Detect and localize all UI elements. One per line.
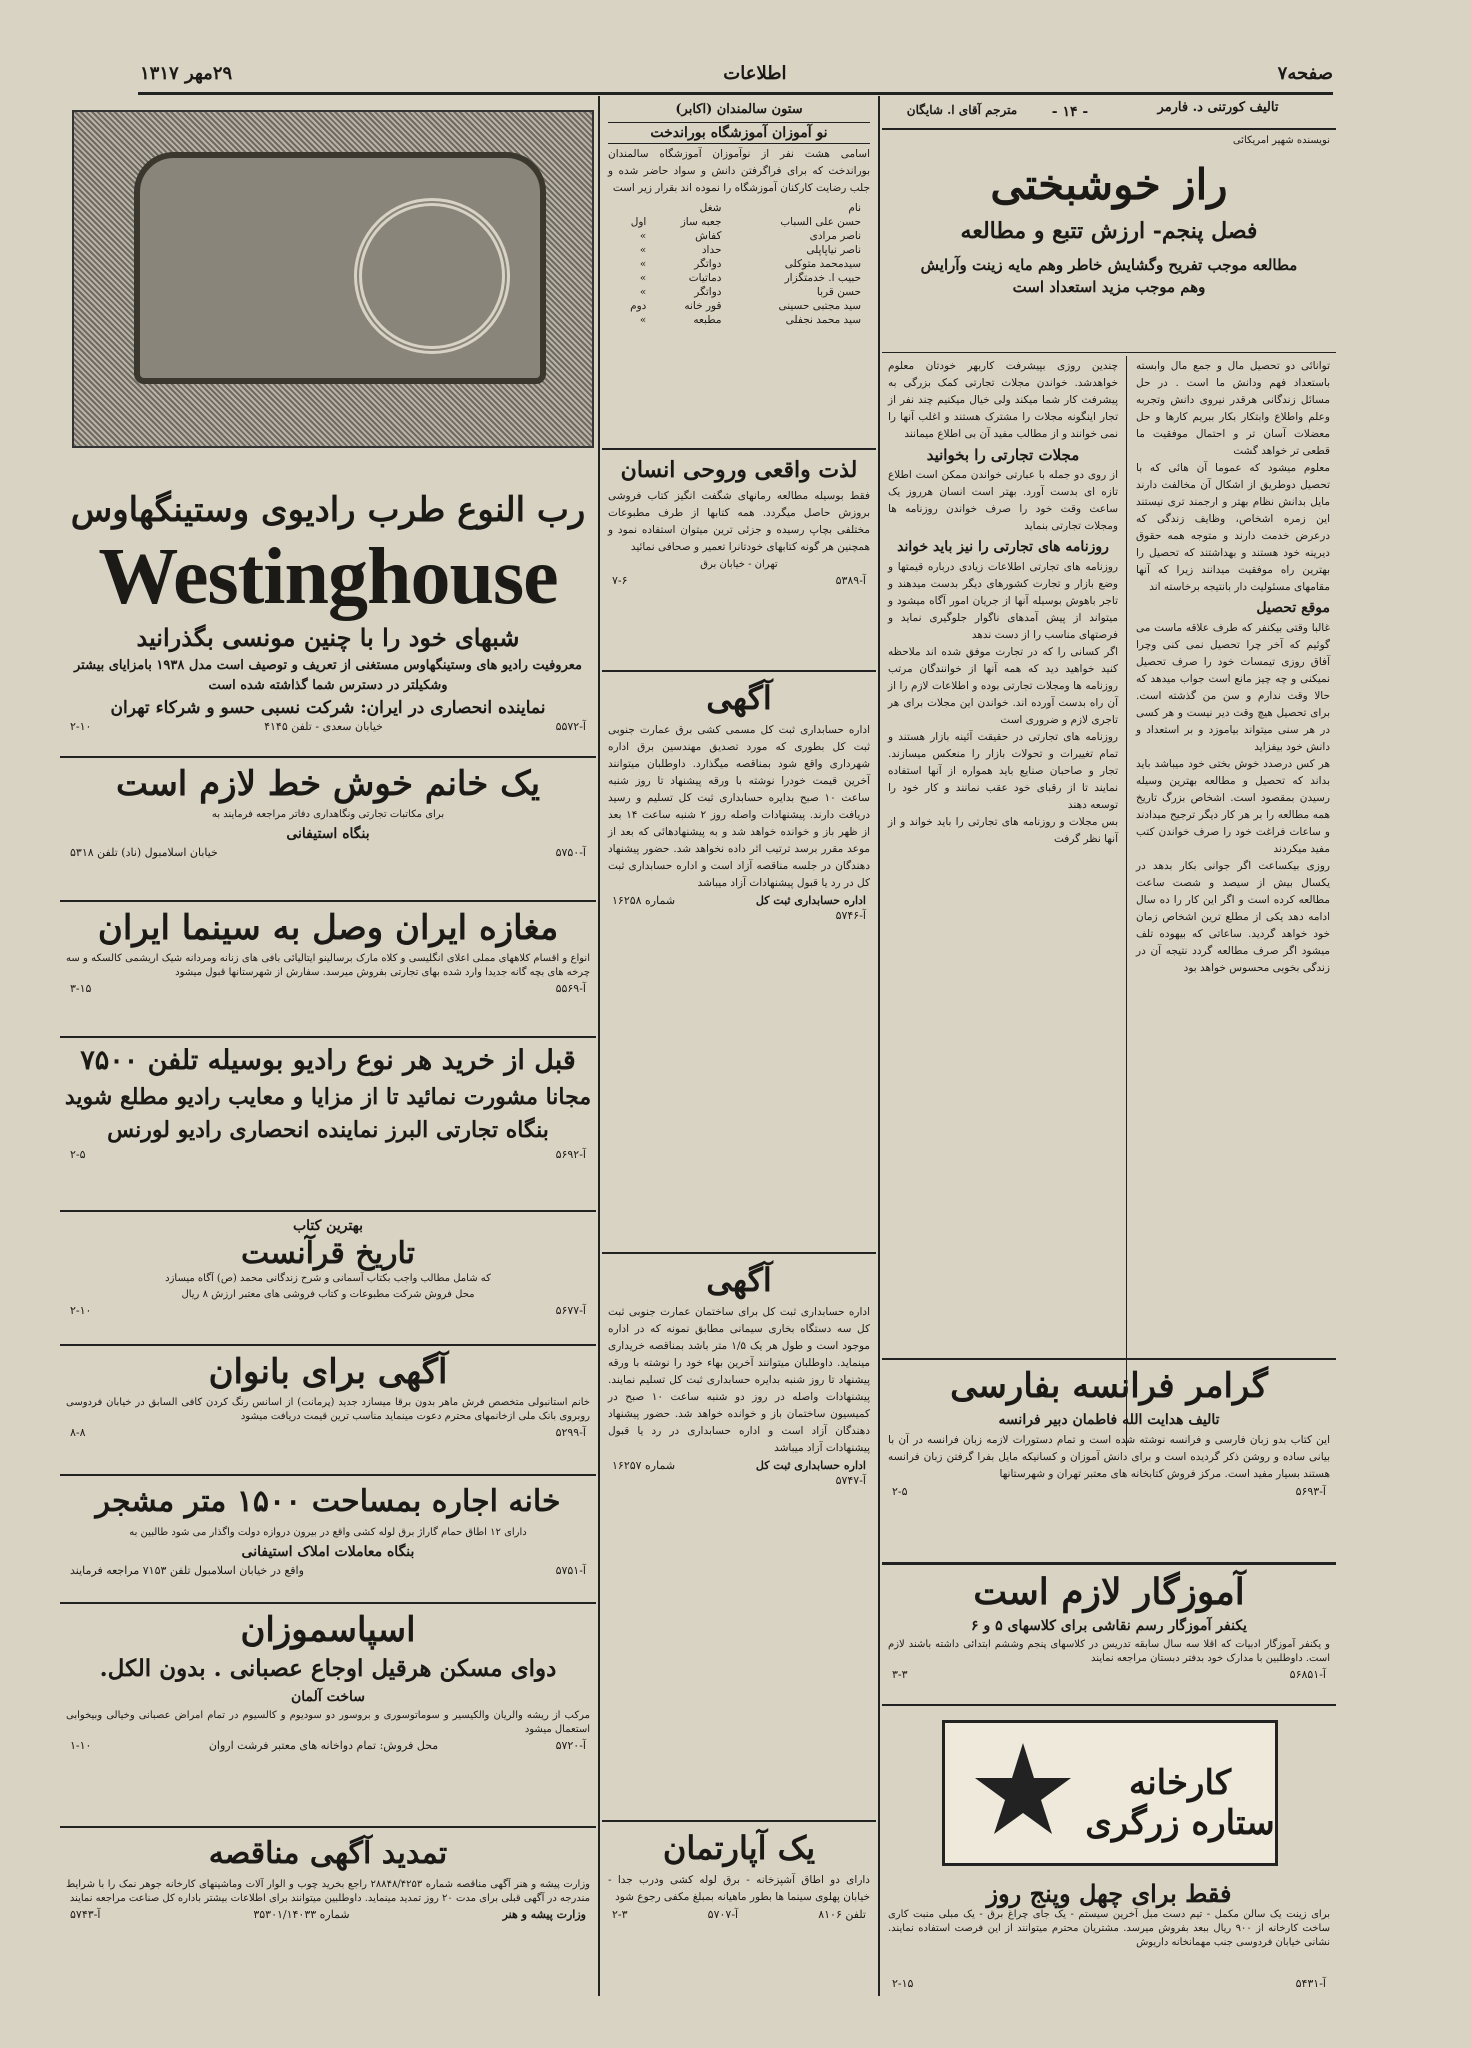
article-title: راز خوشبختی <box>990 160 1228 209</box>
logo-text: کارخانه ستاره زرگری <box>1085 1763 1275 1843</box>
teacher-line: یکنفر آموزگار رسم نقاشی برای کلاسهای ۵ و ۶ <box>971 1618 1247 1634</box>
apartment-ad <box>602 1824 876 1994</box>
tender-office: اداره حسابداری ثبت کل <box>755 1459 866 1472</box>
magazines-heading: مجلات تجارتی را بخوانید <box>926 446 1080 464</box>
newspaper-name: اطلاعات <box>723 62 787 84</box>
translator-line <box>882 98 1042 128</box>
ad-number: ۳-۳ <box>892 1668 908 1681</box>
student-job: کفاش <box>695 230 722 242</box>
ad-ref: آ-۵۵۶۹ <box>555 982 586 995</box>
student-rank: » <box>639 314 647 326</box>
student-rank <box>613 201 650 215</box>
ad-footer <box>70 1304 586 1317</box>
iran-shop-ad <box>60 904 596 1038</box>
article-paragraph: غالبا وقتی بیکنفر که طرف علاقه ماست می گوئیم که آخر چرا تحصیل نمی کنی وچرا آفاق روزی تیمسات خود را صرف تحصیل نمیکنی و چه چیز مانع است جواب میدهد که حالا وقت ندارم و سن من گذشته است. برای تحصیل هیچ وقت دیر نیست و هر کسی در هر سنی میتواند بیاموزد و بر استعداد و دانش خود بیفزاید <box>1136 622 1330 753</box>
article-subheading: موقع تحصیل <box>1256 600 1330 616</box>
student-job: مطبعه <box>693 314 722 326</box>
teacher-title: آموزگار لازم است <box>973 1571 1245 1613</box>
student-row <box>613 299 865 313</box>
westinghouse-address: خیابان سعدی - تلفن ۴۱۴۵ <box>264 720 383 733</box>
tender-ad-2 <box>602 1256 876 1816</box>
tender-text: اداره حسابداری ثبت کل برای ساختمان عمارت جنوبی ثبت کل سه دستگاه بخاری سیمانی مطابق نمونه که در اداره موجود است و طول هر یک ۱/۵ متر باشد بمناقصه خریداری مینماید. داوطلبان میتوانند آخرین بهاء خود را نوشته با ورقه پیشنهاد تا روز شنبه بدایره حسابداری ثبت کل تسلیم نمایند. پیشنهادات واصله در روز دو شنبه ساعت ۱۰ صبح در کمیسیون ساختمان باز و خوانده خواهد شد. حضور پیشنهاد دهندگان آزاد است و اداره حسابداری در رد یا قبول پیشنهادات آزاد میباشد <box>608 1306 870 1454</box>
student-job: شغل <box>699 202 722 214</box>
setareh-text: برای زینت یک سالن مکمل - تیم دست مبل آخرین سیستم - یک جای چراغ برق - یک مبلی منبت کاری ساخت کارخانه از ۹۰۰ ریال ببعد بفروش میرسد. مشتریان محترم میتوانند از این فرصت استفاده نمایند. نشانی خیابان فردوسی جنب مهمانخانه داریوش <box>888 1909 1330 1948</box>
student-row <box>613 285 865 299</box>
ad-ref: آ-۵۷۲۰ <box>555 1739 586 1752</box>
tender-number: شماره ۱۶۲۵۸ <box>612 894 676 907</box>
translator: مترجم آقای ا. شایگان <box>906 103 1018 117</box>
radio-cabinet-image <box>134 152 546 384</box>
article-title-block <box>882 132 1336 352</box>
ad-footer <box>70 1148 586 1161</box>
article-paragraph: روزنامه های تجارتی اطلاعات زیادی درباره قیمتها و وضع بازار و تجارت کشورهای دیگر بدست میدهند و تاجر باهوش بوسیله آنها از جریان امور آگاه میشود و میتواند از پیش آمدهای ناگوار جلوگیری نماید و فرصتهای مناسب را از دست ندهد <box>888 561 1118 641</box>
ad-footer <box>612 894 866 907</box>
radio-advice-agent: بنگاه تجارتی البرز نماینده انحصاری رادیو لورنس <box>107 1117 549 1143</box>
ad-ref: آ-۵۲۹۹ <box>555 1426 586 1439</box>
ladies-ad <box>60 1348 596 1476</box>
calligrapher-ad <box>60 760 596 902</box>
ad-footer <box>892 1485 1326 1498</box>
lezzat-ad <box>602 452 876 668</box>
student-job: دماتیات <box>688 272 722 284</box>
ad-footer <box>892 1977 1326 1990</box>
ad-footer <box>70 720 586 733</box>
school-intro: اسامی هشت نفر از نوآموزان آموزشگاه سالمندان بوراندخت که برای فراگرفتن دانش و سواد حاضر شده و جلب رضایت کارکنان آموزشگاه را نموده اند بقرار زیر است <box>608 148 870 194</box>
column-title: ستون سالمندان (اکابر) <box>675 102 803 117</box>
article-chapter: فصل پنجم- ارزش تتبع و مطالعه <box>960 218 1258 244</box>
ad-heading: آگهی <box>706 679 772 717</box>
calligrapher-firm: بنگاه استیفانی <box>286 826 370 842</box>
radio-advice-line: مجانا مشورت نمائید تا از مزایا و معایب رادیو مطلع شوید <box>64 1084 592 1110</box>
ad-number: ۳-۱۵ <box>70 982 92 995</box>
elders-column <box>602 98 876 448</box>
column-divider <box>878 96 880 1576</box>
ad-footer <box>612 1474 866 1487</box>
student-rank: » <box>639 230 647 242</box>
article-paragraph: چندین روزی بپیشرفت کاربهر خودتان معلوم خواهدشد. خواندن مجلات تجارتی کمک بزرگی به پیشرفت کار شما میکند ولی خیال میکنیم چند نفر از تجار اینگونه مجلات را مشترک هستند و اغلب آنها را نمی خوانند و از مطالب مفید آن بی اطلاع میمانند <box>888 360 1118 440</box>
westinghouse-ad <box>60 486 596 758</box>
ad-ref: آ-۵۳۸۹ <box>835 574 866 587</box>
ad-footer <box>70 1739 586 1752</box>
book-title: تاریخ قرآنست <box>241 1236 415 1271</box>
spasmosan-ad <box>60 1606 596 1828</box>
ad-footer <box>612 1908 866 1921</box>
ladies-title: آگهی برای بانوان <box>208 1352 448 1392</box>
ad-footer <box>70 1908 586 1921</box>
house-title: خانه اجاره بمساحت ۱۵۰۰ متر مشجر <box>95 1484 561 1519</box>
student-row <box>613 215 865 229</box>
tender-ext-text: وزارت پیشه و هنر آگهی مناقصه شماره ۲۸۸۴۸/۴۲۵۳ راجع بخرید چوب و الوار آلات وماشینهای کارخانه جوهر نمک را با شرایط مندرجه در آگهی قبلی برای مدت ۲۰ روز تمدید مینماید. داوطلبین میتوانند برای اطلاعات بیشتر باداره کل صناعت مراجعه نمایند <box>66 1879 590 1904</box>
apartment-title: یک آپارتمان <box>662 1829 816 1867</box>
student-name: سید محمد نجفلی <box>785 314 862 326</box>
student-name: سیدمحمد متوکلی <box>784 258 862 270</box>
tender-extension-ad <box>60 1830 596 2000</box>
article-paragraph: از روی دو جمله با عبارتی خواندن ممکن است اطلاع تازه ای بدست آورد. بهتر است انسان هرروز یک ساعت وقت خود را صرف خواندن روزنامه ها ومجلات تجارتی بنماید <box>888 469 1118 532</box>
article-paragraph: هر کس درصدد خوش بختی خود میباشد باید بداند که تحصیل و مطالعه بهترین وسیله رسیدن بمقصود است. اشخاص بزرگ تاریخ همه مطالعه را بر هر کار دیگر ترجیح میدادند و ساعات فراغت خود را صرف خواندن کتب مفید میکردند <box>1136 758 1330 855</box>
calligrapher-text: برای مکاتبات تجارتی ونگاهداری دفاتر مراجعه فرمایند به <box>211 809 445 820</box>
section-rule <box>602 1820 876 1822</box>
quran-history-ad <box>60 1214 596 1346</box>
student-name: سید مجتبی حسینی <box>778 300 862 312</box>
lezzat-text: فقط بوسیله مطالعه رمانهای شگفت انگیز کتاب فروشی بروزش حاصل میگردد. همه کتابها از طرف مطبوعات مختلفی بچاپ رسیده و جزئی ترین میتوان استفاده نمود و همچنین هر گونه کتابهای خودتانرا تعمیر و صحافی نمائید <box>608 490 870 553</box>
grammar-ad <box>882 1362 1336 1558</box>
article-column-right <box>1130 358 1336 1448</box>
calligrapher-title: یک خانم خوش خط لازم است <box>115 764 541 804</box>
westinghouse-agent: نماینده انحصاری در ایران: شرکت نسبی حسو و شرکاء تهران <box>110 698 546 718</box>
student-name: حسن علی السباب <box>780 216 862 228</box>
ad-ref: آ-۵۴۳۱ <box>1295 1977 1326 1990</box>
calligrapher-address: خیابان اسلامبول (ناد) تلفن ۵۳۱۸ <box>70 846 218 859</box>
tender-office: اداره حسابداری ثبت کل <box>755 894 866 907</box>
tender-ext-number: شماره ۳۵۳۰۱/۱۴۰۳۳ <box>253 1908 350 1921</box>
section-rule <box>602 670 876 672</box>
tender-ad-1 <box>602 674 876 1250</box>
iran-shop-title: مغازه ایران وصل به سینما ایران <box>97 908 559 948</box>
spasmosan-made: ساخت آلمان <box>290 1689 366 1705</box>
title-rule <box>882 352 1336 353</box>
student-rank: اول <box>630 216 647 228</box>
teacher-ad <box>882 1568 1336 1698</box>
header-rule <box>138 92 1333 95</box>
serial-no: - ۱۴ - <box>1051 104 1089 120</box>
student-rank: » <box>639 244 647 256</box>
ad-ref: آ-۵۷۵۱ <box>555 1564 586 1577</box>
section-rule <box>882 1358 1336 1360</box>
serial-number <box>1040 100 1100 126</box>
ad-number: ۲-۵ <box>70 1148 86 1161</box>
student-name: ناصر نیاپاپلی <box>806 244 862 256</box>
student-name: ناصر مرادی <box>809 230 862 242</box>
student-row <box>613 243 865 257</box>
newspapers-subheading: روزنامه های تجارتی را نیز باید خواند <box>897 539 1109 555</box>
apartment-text: دارای دو اطاق آشپزخانه - برق لوله کشی ودرب جدا - خیابان پهلوی سینما ها بطور ماهیانه بمبلغ مکفی رجوع شود <box>608 1874 870 1903</box>
spasmosan-title: اسپاسموزان <box>240 1610 416 1650</box>
ladies-text: خانم استانبولی متخصص فرش ماهر بدون برقا میسازد جدید (پرمانت) از اسانس رنگ کردن کافی السابق در خیابان فردوسی روبروی بانک ملی ازخانمهای محترم دعوت مینماید مناسب ترین قیمت دریافت میشود <box>66 1397 590 1422</box>
student-name: نام <box>848 202 862 214</box>
ad-heading: آگهی <box>706 1261 772 1299</box>
student-job: جعبه ساز <box>680 216 722 228</box>
article-paragraph: توانائی دو تحصیل مال و جمع مال وابسته باستعداد فهم ودانش ما است . در حل مسائل زندگانی هرقدر نیروی دانش وتجربه وعلم واطلاع وابتکار بکار ببریم کارها و حل معضلات آسان تر و احتمال موفقیت ما قطعی تر خواهد گشت <box>1136 360 1330 457</box>
radio-advice-ad <box>60 1040 596 1212</box>
student-job: دواتگر <box>694 258 722 270</box>
ad-ref: آ-۵۷۰۷ <box>707 1908 739 1921</box>
ad-footer <box>70 846 586 859</box>
apartment-phone: تلفن ۸۱۰۶ <box>818 1908 866 1921</box>
page-header <box>140 58 1333 88</box>
article-paragraph: معلوم میشود که عموما آن هائی که با تحصیل دوطریق از اشکال آن مخالفت دارند مایل بدانش نظام بهتر و ارجمند تری نیستند این زمره اشخاص، وظایف زندگی که درعرض خدمت دارند و متوجه همه حقوق دیرینه خود هستند و بهداشتند که تحصیل را بهترین راه موفقیت میدانند زیرا که آنها مقامهای مسئولیت دار بانتیجه برخاسته اند <box>1136 462 1330 593</box>
ad-ref: آ-۵۷۴۶ <box>835 909 866 922</box>
ad-number: ۲-۵ <box>892 1485 908 1498</box>
students-table <box>613 201 865 327</box>
section-rule <box>602 448 876 450</box>
setareh-ad <box>882 1710 1336 2000</box>
column-divider <box>598 96 600 1996</box>
ad-ref: آ-۵۶۹۲ <box>555 1148 586 1161</box>
writer-note: نویسنده شهیر امریکائی <box>1232 135 1330 146</box>
setareh-logo <box>942 1720 1278 1866</box>
ad-ref: آ-۵۷۵۰ <box>555 846 586 859</box>
house-text: دارای ۱۲ اطاق حمام گاراژ برق لوله کشی واقع در بیرون دروازه دولت واگذار می شود طالبین به <box>129 1527 527 1538</box>
ad-ref: آ-۵۷۴۳ <box>70 1908 101 1921</box>
ad-number: ۷-۶ <box>612 574 628 587</box>
book-header: بهترین کتاب <box>292 1218 364 1234</box>
ad-number: ۲-۱۰ <box>70 1304 92 1317</box>
article-paragraph: روزی بیکساعت اگر جوانی بکار بدهد در یکسال بیش از سیصد و شصت ساعت مطالعه کرده است و اگر این کار را ده سال ادامه دهد یکی از مطلع ترین اشخاص زمان خود خواهد گردید. ساعاتی که بیهوده تلف میشود اگر صرف مطالعه گردد نتیجه آن در زندگی بخوبی محسوس خواهد بود <box>1136 860 1330 974</box>
tender-ext-office: وزارت پیشه و هنر <box>502 1908 586 1921</box>
lezzat-address: تهران - خیابان برق <box>700 559 778 570</box>
article-column-left <box>882 358 1124 1448</box>
ad-ref: آ-۵۷۴۷ <box>835 1474 866 1487</box>
ad-ref: آ-۵۶۸۵۱ <box>1289 1668 1326 1681</box>
westinghouse-headline: رب النوع طرب رادیوی وستینگهاوس <box>70 490 586 530</box>
westinghouse-text: معروفیت رادیو های وستینگهاوس مستغنی از تعریف و توصیف است مدل ۱۹۳۸ بامزایای بیشتر وشکیلتر در دسترس شما گذاشته شده است <box>74 658 582 693</box>
ad-number: ۸-۸ <box>70 1426 86 1439</box>
house-rent-ad <box>60 1478 596 1604</box>
student-job: دواتگر <box>694 286 722 298</box>
star-icon <box>973 1743 1073 1843</box>
byline-rule <box>882 128 1336 130</box>
westinghouse-brand: Westinghouse <box>98 533 558 621</box>
tender-number: شماره ۱۶۲۵۷ <box>612 1459 676 1472</box>
spasmosan-text: مرکب از ریشه والریان والکیسیر و سوماتوسوری و بروسور دو سودیوم و کالسیوم در تمام امراض عصبانی وخیالی وبیخوابی استعمال میشود <box>66 1710 590 1735</box>
spasmosan-sale: محل فروش: تمام دواخانه های معتبر فرشت اروان <box>208 1739 439 1752</box>
book-sale: محل فروش شرکت مطبوعات و کتاب فروشی های معتبر ارزش ۸ ریال <box>181 1289 475 1300</box>
student-rank: دوم <box>630 300 647 312</box>
grammar-author: تالیف هدایت الله فاطمان دبیر فرانسه <box>998 1412 1220 1428</box>
student-name: حسن قربا <box>816 286 862 298</box>
house-firm: بنگاه معاملات املاک استیفانی <box>241 1544 415 1560</box>
setareh-title: فقط برای چهل وپنج روز <box>986 1879 1232 1908</box>
westinghouse-subtitle: شبهای خود را با چنین مونسی بگذرانید <box>136 623 520 652</box>
tender-text: اداره حسابداری ثبت کل مسمی کشی برق عمارت جنوبی ثبت کل بطوری که مورد تصدیق مهندسین برق اداره شهرداری واقع شود بمناقصه میگذارد. داوطلبان میتوانند آخرین قیمت خودرا نوشته با ورقه پیشنهاد تا روز شنبه ساعت ۱۰ صبح بدایره حسابداری ثبت کل تسلیم و رسید دریافت دارند. پیشنهادات واصله روز ۲ شنبه ساعت ۱۴ بعد از ظهر باز و خوانده خواهد شد و به پیشنهادهائی که بعد از موعد مقرر برسد ترتیب اثر داده نخواهد شد. حضور پیشنهاد دهندگان در جلسه مناقصه آزاد است و اداره حسابداری ثبت کل در رد یا قبول پیشنهادات آزاد میباشد <box>608 724 871 889</box>
radio-photo <box>72 110 594 448</box>
article-paragraph: بس مجلات و روزنامه های تجارتی را باید خواند و از آنها نظر گرفت <box>888 816 1118 845</box>
article-byline <box>1100 98 1336 128</box>
ad-footer <box>70 1564 586 1577</box>
student-name: حبیب ا. خدمتگزار <box>784 272 862 284</box>
page-number: صفحه۷ <box>1277 62 1333 84</box>
house-address: واقع در خیابان اسلامبول تلفن ۷۱۵۳ مراجعه فرمایند <box>70 1564 304 1577</box>
ad-ref: آ-۵۶۷۷ <box>555 1304 586 1317</box>
radio-advice-title: قبل از خرید هر نوع رادیو بوسیله تلفن ۷۵۰۰ <box>80 1045 576 1076</box>
lezzat-title: لذت واقعی وروحی انسان <box>620 457 858 483</box>
student-job: قور خانه <box>684 300 722 312</box>
spasmosan-subtitle: دوای مسکن هرقیل اوجاع عصبانی . بدون الکل. <box>99 1655 557 1682</box>
ad-footer <box>892 1668 1326 1681</box>
iran-shop-text: انواع و اقسام کلاههای مملی اعلای انگلیسی و کلاه مارک برسالینو ایتالیائی بافی های زنانه ومردانه شیک اریشمی کالسکه و سه چرخه های بچه گانه جدیدا وارد شده بهای تجارتی بفروش میرسد. سفارش از شهرستانها قبول میشود <box>66 953 590 978</box>
student-job: حداد <box>701 244 722 256</box>
ad-number: ۲-۱۵ <box>892 1977 914 1990</box>
inner-divider <box>1126 356 1127 1446</box>
ad-number: ۲-۱۰ <box>70 720 92 733</box>
student-row <box>613 257 865 271</box>
byline: تالیف کورتنی د. فارمر <box>1157 100 1279 115</box>
student-rank: » <box>639 272 647 284</box>
school-heading: نو آموزان آموزشگاه بوراندخت <box>608 122 870 144</box>
issue-date: ۲۹مهر ۱۳۱۷ <box>140 62 233 84</box>
book-text: که شامل مطالب واجب بکتاب آسمانی و شرح زندگانی محمد (ص) آگاه میسازد <box>165 1273 491 1284</box>
student-row <box>613 201 865 215</box>
article-paragraph: روزنامه های تجارتی در حقیقت آئینه بازار هستند و تمام تغییرات و تحولات بازار را منعکس میسازند. تجار و صاحبان صنایع باید همواره از آنها استفاده نمایند تا از رقبای خود عقب نمانند و کار خود را توسعه دهند <box>888 731 1118 811</box>
tender-ext-title: تمدید آگهی مناقصه <box>208 1836 448 1871</box>
student-row <box>613 313 865 327</box>
ad-footer <box>70 1426 586 1439</box>
grammar-text: این کتاب بدو زبان فارسی و فرانسه نوشته شده است و تمام دستورات لازمه زبان فرانسه در آن با بیانی ساده و روشن ذکر گردیده است و برای دانش آموزان و کسانیکه مایل بفرا گرفتن زبان فرانسه هستند بسیار مفید است. مرکز فروش کتابخانه های معتبر تهران و شهرستانها <box>888 1434 1330 1480</box>
section-rule <box>602 1252 876 1254</box>
ad-footer <box>612 574 866 587</box>
ad-number: ۲-۳ <box>612 1908 628 1921</box>
ad-ref: آ-۵۶۹۳ <box>1295 1485 1326 1498</box>
ad-number: ۱-۱۰ <box>70 1739 92 1752</box>
column-divider <box>878 1576 880 1996</box>
section-rule <box>882 1704 1336 1706</box>
student-rank: » <box>639 258 647 270</box>
ad-footer <box>612 1459 866 1472</box>
student-row <box>613 229 865 243</box>
student-row <box>613 271 865 285</box>
ad-footer <box>612 909 866 922</box>
grammar-title: گرامر فرانسه بفارسی <box>950 1366 1268 1406</box>
ad-ref: آ-۵۵۷۲ <box>555 720 586 733</box>
section-rule <box>882 1562 1336 1565</box>
article-paragraph: اگر کسانی را که در تجارت موفق شده اند ملاحظه کنید خواهید دید که همه آنها از خوانندگان مرتب روزنامه ها ومجلات تجارتی بوده و اطلاعات لازم را از آن راه بدست آورده اند. خواندن این مجلات برای هر تاجری لازم و ضروری است <box>888 646 1118 726</box>
radio-dial <box>354 198 510 354</box>
ad-footer <box>70 982 586 995</box>
student-rank: » <box>639 286 647 298</box>
article-lead: مطالعه موجب تفریح وگشایش خاطر وهم مایه زینت وآرایش وهم موجب مزید استعداد است <box>920 256 1298 296</box>
teacher-text: و یکنفر آموزگار ادبیات که اقلا سه سال سابقه تدریس در کلاسهای پنجم وششم ابتدائی داشته باشند لازم است. داوطلبین با مدارک خود بدفتر دبستان مراجعه نمایند <box>888 1639 1330 1664</box>
